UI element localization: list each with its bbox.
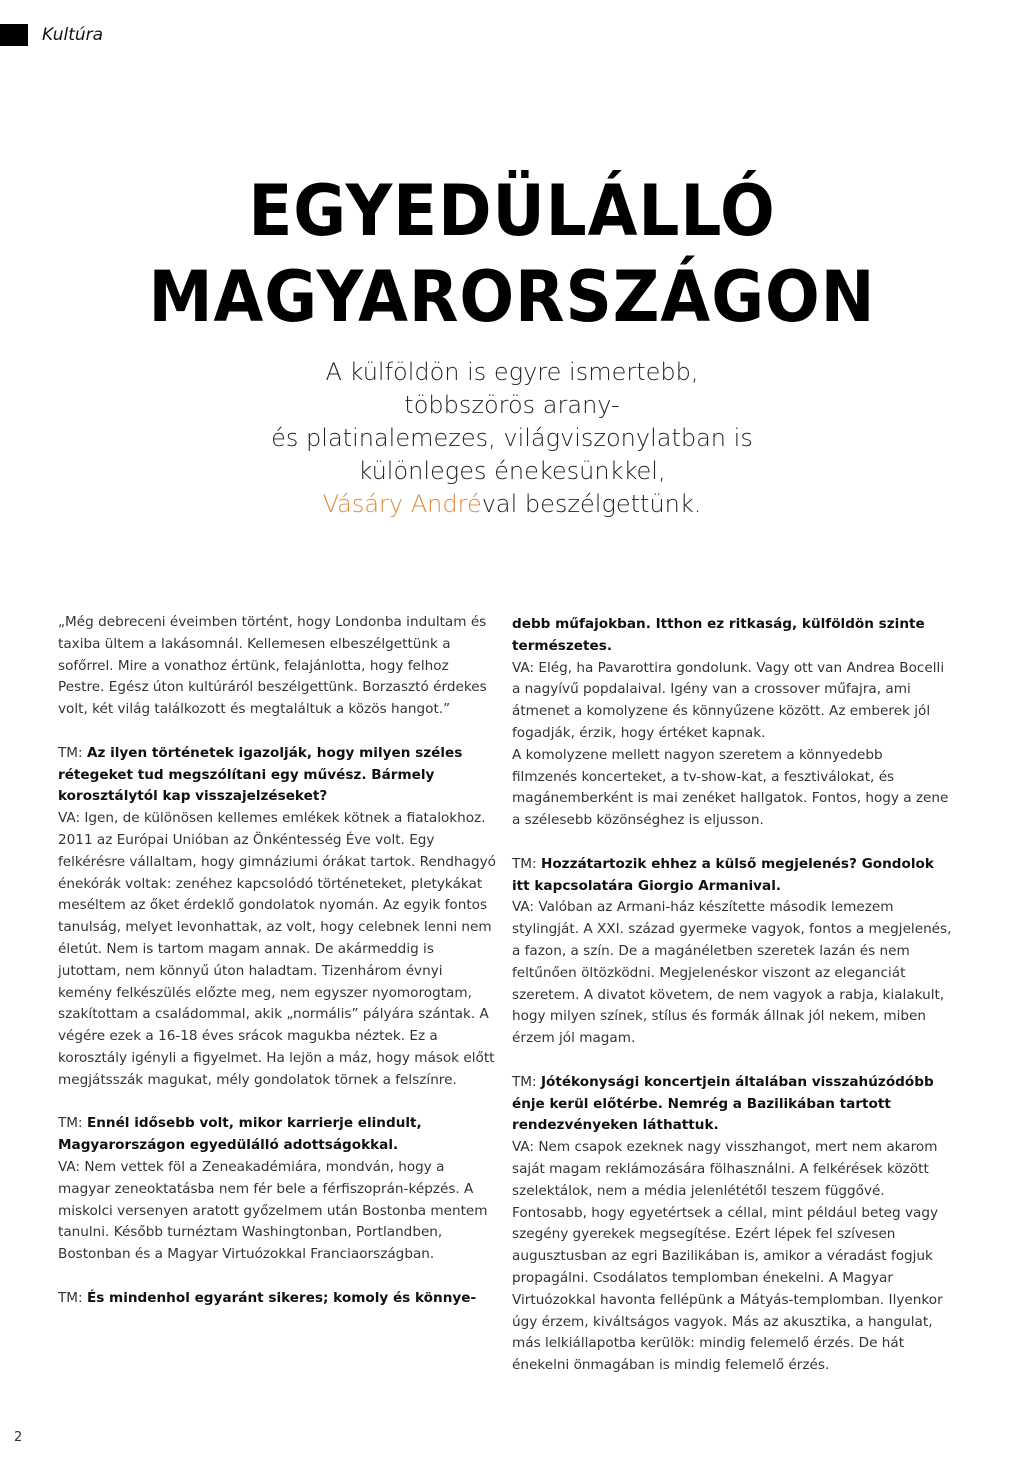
lead-line-1: A külföldön is egyre ismertebb, bbox=[325, 358, 699, 386]
title-line-2: MAGYARORSZÁGON bbox=[148, 256, 876, 338]
interview-answer: VA: Igen, de különösen kellemes emlékek kötnek a fiatalokhoz. 2011 az Európai Unióban az Önkéntesség Éve volt. Egy felkérésre vállaltam, hogy gimnáziumi órákat tartok. Rendhagyó énekórák voltak: zenéhez kapcsolódó történeteket, pletykákat meséltem az őket érdeklő gondolatok nyomán. Az egyik fontos tanulság, melyet levonhattak, az volt, hogy celebnek lenni nem életút. Nem is tartom magam annak. De akármeddig is jutottam, nem könnyű úton haladtam. Tizenhárom évnyi kemény felkészülés előzte meg, nem egyszer nyomorogtam, szakítottam a családommal, akik „normális” pályára szántak. A végére ezek a 16-18 éves srácok magukba néztek. Ez a korosztály igényli a figyelmet. Ha lejön a máz, hogy mások előtt megjátsszák magukat, mély gondolatok törnek a felszínre. bbox=[58, 810, 496, 1088]
section-marker bbox=[0, 24, 28, 46]
question-prefix: TM: bbox=[512, 855, 541, 872]
lead-line-3: és platinalemezes, világviszonylatban is bbox=[271, 424, 753, 452]
interview-question bbox=[58, 743, 498, 808]
interview-answer: VA: Nem csapok ezeknek nagy visszhangot, mert nem akarom saját magam reklámozására fölhasználni. A felkérések között szelektálok, nem a média jelenlététől teszem függővé. Fontosabb, hogy egyetértsek a céllal, mint például beteg vagy szegény gyerekek megsegítése. Ezért lépek fel szívesen augusztusban az egri Bazilikában is, amikor a véradást fogjuk propagálni. Csodálatos templomban énekelni. A Magyar Virtuózokkal havonta fellépünk a Mátyás-templomban. Ilyenkor úgy érzem, kiváltságos vagyok. Más az akusztika, a hangulat, más lelkiállapotba kerülök: mindig felemelő érzés. De hát énekelni önmagában is mindig felemelő érzés. bbox=[512, 1139, 943, 1374]
page-number: 2 bbox=[14, 1430, 23, 1445]
interview-answer: VA: Nem vettek föl a Zeneakadémiára, mondván, hogy a magyar zeneoktatásba nem fér bele a férfiszoprán-képzés. A miskolci versenyen aratott győzelmem után Bostonba mentem tanulni. Később turnéztam Washingtonban, Portlandben, Bostonban és a Magyar Virtuózokkal Franciaországban. bbox=[58, 1158, 488, 1263]
left-column bbox=[58, 612, 498, 1310]
article-lead bbox=[200, 356, 824, 521]
interview-question bbox=[58, 1113, 498, 1157]
question-text: Hozzátartozik ehhez a külső megjelenés? Gondolok itt kapcsolatára Giorgio Armanival. bbox=[512, 855, 934, 894]
lead-line-5-rest: val beszélgettünk. bbox=[481, 490, 702, 518]
interview-answer: A komolyzene mellett nagyon szeretem a könnyedebb filmzenés koncerteket, a tv-show-kat, a fesztiválokat, és magánemberként is mai zenéket hallgatok. Fontos, hogy a zene a szélesebb közönséghez is eljusson. bbox=[512, 746, 949, 829]
lead-line-4: különleges énekesünkkel, bbox=[358, 457, 666, 485]
interview-question bbox=[512, 854, 952, 898]
question-text: És mindenhol egyaránt sikeres; komoly és könnye- bbox=[86, 1289, 477, 1306]
intro-quote: „Még debreceni éveimben történt, hogy Londonba indultam és taxiba ültem a lakásomnál. Kellemesen elbeszélgettünk a sofőrrel. Mire a vonathoz értünk, felajánlotta, hogy felhoz Pestre. Egész úton kultúráról beszélgettünk. Borzasztó érdekes volt, két világ találkozott és megtaláltuk a közös hangot.” bbox=[58, 614, 487, 718]
interview-answer: VA: Elég, ha Pavarottira gondolunk. Vagy ott van Andrea Bocelli a nagyívű popdalaival. Igény van a crossover műfajra, ami átmenet a komolyzene és könnyűzene között. Az emberek jól fogadják, érzik, hogy értéket kapnak. bbox=[512, 659, 945, 741]
title-line-1: EGYEDÜLÁLLÓ bbox=[248, 170, 776, 252]
interview-answer: VA: Valóban az Armani-ház készítette második lemezem stylingját. A XXI. század gyermeke vagyok, fontos a megjelenés, a fazon, a szín. De a magánéletben szeretek lazán és nem feltűnően öltözködni. Megjelenéskor viszont az eleganciát szeretem. A divatot követem, de nem vagyok a rabja, kialakult, hogy milyen színek, stílus és formák állnak jól nekem, miben érzem jól magam. bbox=[512, 899, 952, 1047]
question-prefix: TM: bbox=[58, 1115, 87, 1132]
question-prefix: TM: bbox=[58, 744, 87, 761]
interview-question bbox=[58, 1288, 498, 1310]
interviewee-name: Vásáry André bbox=[322, 490, 482, 518]
interview-question-continued: debb műfajokban. Itthon ez ritkaság, külföldön szinte természetes. bbox=[512, 616, 925, 654]
question-text: Jótékonysági koncertjein általában visszahúzódóbb énje kerül előtérbe. Nemrég a Bazilikában tartott rendezvényeken láthattuk. bbox=[512, 1073, 934, 1134]
question-prefix: TM: bbox=[512, 1073, 541, 1090]
right-column bbox=[512, 614, 952, 1399]
section-label: Kultúra bbox=[42, 25, 104, 45]
question-text: Az ilyen történetek igazolják, hogy milyen széles rétegeket tud megszólítani egy művész. Bármely korosztálytól kap visszajelzéseket? bbox=[58, 744, 463, 805]
question-prefix: TM: bbox=[58, 1289, 87, 1306]
lead-line-5 bbox=[200, 488, 824, 521]
lead-line-2: többszörös arany- bbox=[404, 391, 620, 419]
article-title bbox=[41, 168, 983, 340]
interview-question bbox=[512, 1072, 952, 1137]
question-text: Ennél idősebb volt, mikor karrierje elindult, Magyarországon egyedülálló adottságokkal. bbox=[58, 1115, 422, 1154]
